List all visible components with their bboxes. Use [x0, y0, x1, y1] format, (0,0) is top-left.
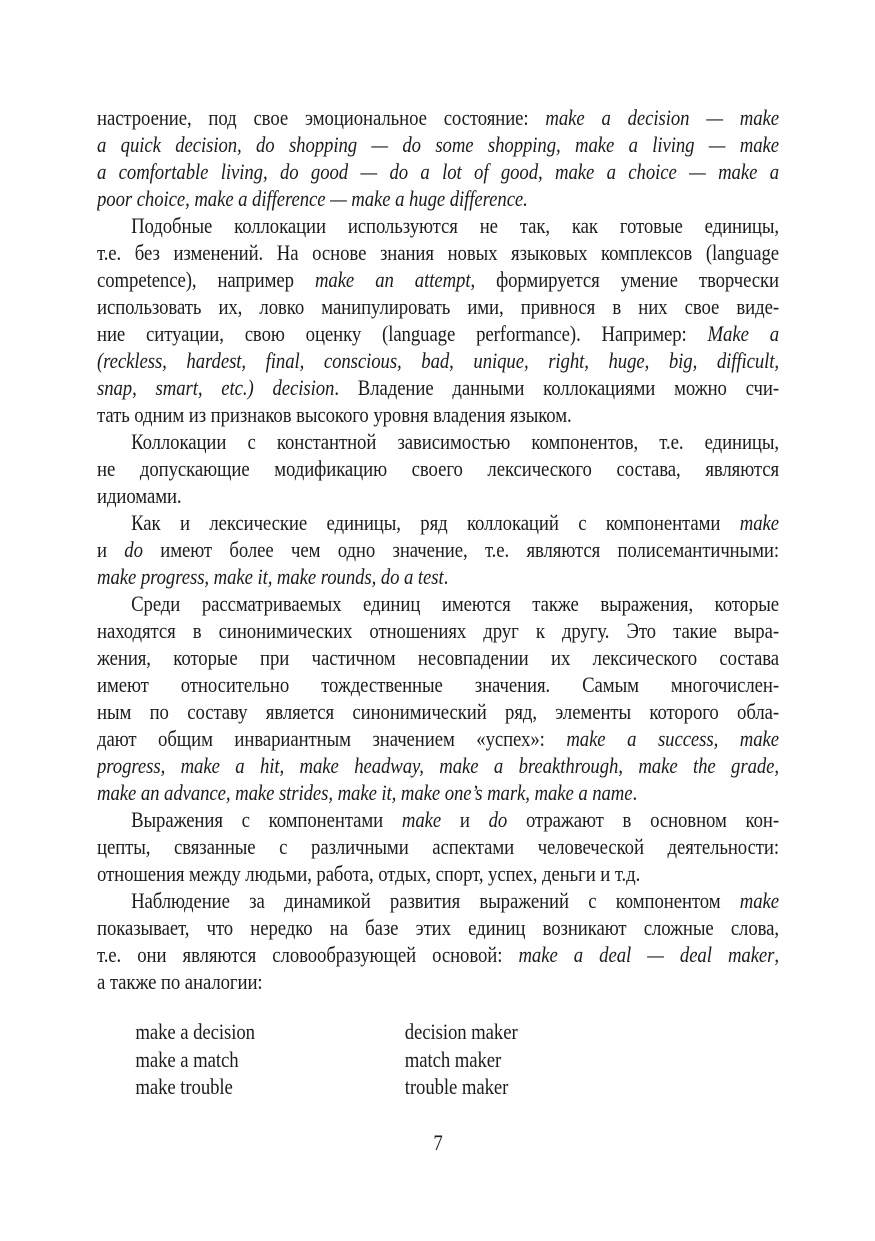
italic-run: make: [401, 807, 442, 832]
italic-run: make a deal — deal maker: [518, 942, 775, 967]
paragraph: [97, 806, 779, 887]
pair-row: [135, 1018, 779, 1046]
text-run: competence), например: [97, 267, 315, 292]
italic-run: make an attempt: [314, 267, 471, 292]
text-line: [97, 914, 779, 941]
text-run: т.е. без изменений. На основе знания новых языковых комплексов (language: [97, 240, 779, 265]
text-run: Коллокации с константной зависимостью компонентов, т.е. единицы,: [131, 429, 779, 454]
text-line: [97, 509, 779, 536]
text-run: а также по аналогии:: [97, 969, 263, 994]
italic-run: progress, make a hit, make headway, make a breakthrough, make the grade,: [97, 753, 779, 778]
text-line: [97, 590, 779, 617]
italic-run: do: [124, 537, 143, 562]
text-line: [97, 104, 779, 131]
text-run: жения, которые при частичном несовпадении их лексического состава: [97, 645, 779, 670]
text-line: [97, 131, 779, 158]
text-run: ным по составу является синонимический ряд, элементы которого обла-: [97, 699, 779, 724]
text-run: использовать их, ловко манипулировать ими, привнося в них свое виде-: [97, 294, 779, 319]
paragraph: [97, 887, 779, 995]
text-line: [97, 239, 779, 266]
text-run: отражают в основном кон-: [507, 807, 779, 832]
italic-run: do: [488, 807, 508, 832]
pair-row: [135, 1073, 779, 1101]
text-run: Как и лексические единицы, ряд коллокаций с компонентами: [131, 510, 740, 535]
text-line: [97, 617, 779, 644]
text-block: [97, 104, 779, 1156]
paragraph: [97, 104, 779, 212]
text-run: Подобные коллокации используются не так, как готовые единицы,: [131, 213, 779, 238]
italic-run: make a decision — make: [545, 105, 779, 130]
text-line: [97, 482, 779, 509]
italic-run: a quick decision, do shopping — do some shopping, make a living — make: [97, 132, 779, 157]
collocation: make a match: [135, 1046, 239, 1072]
italic-run: Make a: [707, 321, 779, 346]
paragraph: [97, 428, 779, 509]
paragraph: [97, 212, 779, 428]
text-line: [97, 158, 779, 185]
italic-run: (reckless, hardest, final, conscious, bad, unique, right, huge, big, difficult,: [97, 348, 779, 373]
text-run: цепты, связанные с различными аспектами человеческой деятельности:: [97, 834, 779, 859]
pairs-list: [135, 1018, 779, 1101]
text-run: дают общим инвариантным значением «успех»:: [97, 726, 567, 751]
text-line: [97, 698, 779, 725]
text-line: [97, 725, 779, 752]
text-line: [97, 752, 779, 779]
text-line: [97, 320, 779, 347]
text-line: [97, 941, 779, 968]
text-run: и: [441, 807, 489, 832]
italic-run: poor choice, make a difference — make a huge difference.: [97, 186, 528, 211]
derivative: trouble maker: [404, 1074, 509, 1099]
text-run: Среди рассматриваемых единиц имеются также выражения, которые: [131, 591, 779, 616]
text-line: [97, 860, 779, 887]
text-run: .: [632, 780, 638, 805]
text-run: имеют относительно тождественные значения. Самым многочислен-: [97, 672, 779, 697]
paragraphs-container: [97, 104, 779, 995]
text-run: .: [443, 564, 449, 589]
text-run: ,: [774, 942, 779, 967]
text-line: [97, 455, 779, 482]
page-number: 7: [433, 1129, 443, 1155]
text-line: [97, 401, 779, 428]
derivative: match maker: [404, 1046, 502, 1072]
text-line: [97, 185, 779, 212]
text-run: Наблюдение за динамикой развития выражений с компонентом: [131, 888, 740, 913]
text-line: [97, 536, 779, 563]
text-run: и: [97, 537, 125, 562]
text-line: [97, 806, 779, 833]
text-line: [97, 374, 779, 401]
text-line: [97, 779, 779, 806]
italic-run: make a success, make: [566, 726, 779, 751]
text-line: [97, 563, 779, 590]
italic-run: make an advance, make strides, make it, make one’s mark, make a name: [97, 780, 633, 805]
text-run: , формируется умение творчески: [470, 267, 779, 292]
italic-run: snap, smart, etc.) decision: [97, 375, 335, 400]
text-run: ние ситуации, свою оценку (language performance). Например:: [97, 321, 708, 346]
text-line: [97, 428, 779, 455]
text-line: [97, 212, 779, 239]
text-run: т.е. они являются словообразующей основой:: [97, 942, 519, 967]
text-run: показывает, что нередко на базе этих единиц возникают сложные слова,: [97, 915, 779, 940]
text-run: . Владение данными коллокациями можно счи-: [334, 375, 779, 400]
collocation: make a decision: [135, 1019, 255, 1044]
italic-run: make progress, make it, make rounds, do a test: [97, 564, 444, 589]
paragraph: [97, 590, 779, 806]
text-run: находятся в синонимических отношениях друг к другу. Это такие выра-: [97, 618, 779, 643]
text-run: идиомами.: [97, 483, 182, 508]
text-run: отношения между людьми, работа, отдых, спорт, успех, деньги и т.д.: [97, 861, 641, 886]
italic-run: make: [739, 888, 779, 913]
text-run: настроение, под свое эмоциональное состояние:: [97, 105, 546, 130]
text-line: [97, 293, 779, 320]
paragraph: [97, 509, 779, 590]
text-run: не допускающие модификацию своего лексического состава, являются: [97, 456, 779, 481]
derivative: decision maker: [404, 1019, 518, 1044]
text-line: [97, 644, 779, 671]
text-run: имеют более чем одно значение, т.е. являются полисемантичными:: [142, 537, 779, 562]
italic-run: make: [739, 510, 779, 535]
text-line: [97, 968, 779, 995]
italic-run: a comfortable living, do good — do a lot of good, make a choice — make a: [97, 159, 779, 184]
collocation: make trouble: [135, 1074, 233, 1099]
text-line: [97, 833, 779, 860]
text-line: [97, 671, 779, 698]
text-line: [97, 266, 779, 293]
text-line: [97, 347, 779, 374]
pair-row: [135, 1046, 779, 1074]
text-run: тать одним из признаков высокого уровня владения языком.: [97, 402, 572, 427]
text-line: [97, 887, 779, 914]
text-run: Выражения с компонентами: [131, 807, 402, 832]
